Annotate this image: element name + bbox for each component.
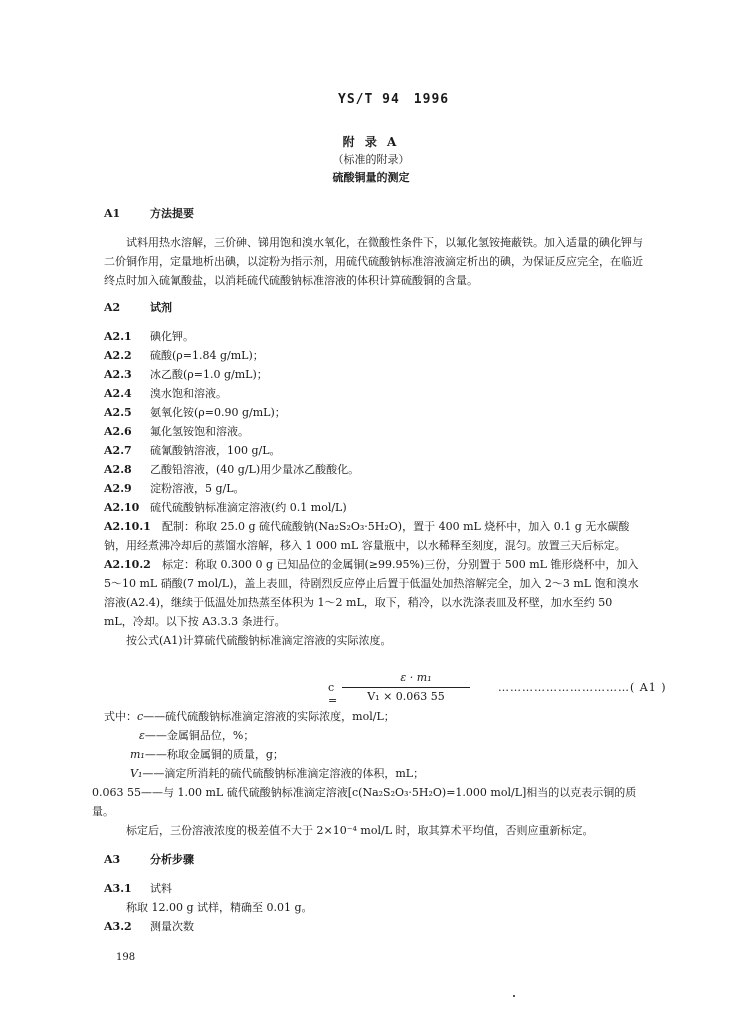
reagent-item xyxy=(104,479,245,498)
reagent-item xyxy=(104,346,264,365)
item-number: A2.7 xyxy=(104,444,132,457)
item-text: 硫酸(ρ=1.84 g/mL)； xyxy=(150,349,264,362)
section-number: A1 xyxy=(104,207,121,220)
item-text: 乙酸铅溶液，(40 g/L)用少量冰乙酸酸化。 xyxy=(150,463,360,476)
where-label: 式中： xyxy=(104,710,137,723)
item-text: 配制：称取 25.0 g 硫代硫酸钠(Na₂S₂O₃·5H₂O)，置于 400 mL 烧杯中，加入 0.1 g 无水碳酸钠，用经煮沸冷却后的蒸馏水溶解，移入 1 000 mL 容量瓶中，以水稀释至刻度，混匀。放置三天后标定。 xyxy=(104,520,630,552)
fraction-bar xyxy=(342,687,470,688)
item-heading: 测量次数 xyxy=(150,920,194,933)
item-text: 硫氰酸钠溶液，100 g/L。 xyxy=(150,444,281,457)
item-number: A2.5 xyxy=(104,406,132,419)
item-number: A2.8 xyxy=(104,463,132,476)
where-desc: ——金属铜品位，%； xyxy=(144,729,255,742)
reagent-item xyxy=(104,460,359,479)
subsection-a3-2 xyxy=(104,917,194,936)
item-number: A2.1 xyxy=(104,330,132,343)
formula-dots: …………………………… xyxy=(498,681,630,694)
formula-intro: 按公式(A1)计算硫代硫酸钠标准滴定溶液的实际浓度。 xyxy=(126,634,392,647)
formula-number: ( A1 ) xyxy=(630,681,667,694)
item-number: A2.10.2 xyxy=(104,558,151,571)
section-a3-heading xyxy=(104,851,194,867)
reagent-item xyxy=(104,422,249,441)
appendix-label: 附 录 A xyxy=(342,135,400,149)
appendix-title: 硫酸铜量的测定 xyxy=(332,171,410,184)
where-symbol: ε xyxy=(139,729,145,742)
section-a1-text: 试料用热水溶解，三价砷、锑用饱和溴水氧化，在微酸性条件下，以氟化氢铵掩蔽铁。加入适量的碘化钾与二价铜作用，定量地析出碘，以淀粉为指示剂，用硫代硫酸钠标准溶液滴定析出的碘，为保证反应完全，在临近终点时加入硫氰酸盐，以消耗硫代硫酸钠标准溶液的体积计算硫酸铜的含量。 xyxy=(104,236,643,287)
formula-lhs: c = xyxy=(328,681,338,707)
item-text: 冰乙酸(ρ=1.0 g/mL)； xyxy=(150,368,268,381)
where-desc: ——称取金属铜的质量，g； xyxy=(144,748,284,761)
item-number: A2.3 xyxy=(104,368,132,381)
item-heading: 试料 xyxy=(150,882,172,895)
reagent-item xyxy=(104,384,227,403)
reagent-item xyxy=(104,498,347,517)
item-text: 氟化氢铵饱和溶液。 xyxy=(150,425,249,438)
where-row xyxy=(130,745,284,764)
page-number: 198 xyxy=(116,952,136,963)
item-text: 碘化钾。 xyxy=(150,330,194,343)
appendix-normative: （标准的附录） xyxy=(332,153,410,166)
where-row xyxy=(92,783,644,821)
reagent-item xyxy=(104,441,281,460)
formula-denominator: V₁ × 0.063 55 xyxy=(367,690,445,703)
reagent-item xyxy=(104,403,286,422)
item-number: A2.10.1 xyxy=(104,520,151,533)
subsection-a3-1 xyxy=(104,879,172,898)
where-desc: ——硫代硫酸钠标准滴定溶液的实际浓度，mol/L； xyxy=(143,710,395,723)
item-number: A2.10 xyxy=(104,501,140,514)
section-title: 试剂 xyxy=(150,301,172,314)
item-text: 溴水饱和溶液。 xyxy=(150,387,227,400)
reagent-a2-10-1 xyxy=(104,517,644,555)
standard-code: YS/T 94 1996 xyxy=(338,92,450,107)
item-number: A3.1 xyxy=(104,882,132,895)
item-text: 标定：称取 0.300 0 g 已知品位的金属铜(≥99.95%)三份，分别置于 500 mL 锥形烧杯中，加入 5～10 mL 硝酸(7 mol/L)，盖上表皿，待剧烈反应停止后置于低温处加热溶解完全，加入 2～3 mL 饱和溴水溶液(A2.4)，继续于低温处加热蒸至体积为 1～2 mL，取下，稍冷，以水洗涤表皿及杯壁，加水至约 50 mL，冷却。以下按 A3.3.3 条进行。 xyxy=(104,558,639,628)
section-a2-heading xyxy=(104,299,172,315)
reagent-item xyxy=(104,365,268,384)
where-symbol: c xyxy=(137,710,144,723)
formula-numerator: ε · m₁ xyxy=(400,671,432,684)
section-a1-heading xyxy=(104,205,194,221)
where-symbol: 0.063 55 xyxy=(92,786,141,799)
where-desc: ——滴定所消耗的硫代硫酸钠标准滴定溶液的体积，mL； xyxy=(142,767,425,780)
where-desc: ——与 1.00 mL 硫代硫酸钠标准滴定溶液[c(Na₂S₂O₃·5H₂O)=1.000 mol/L]相当的以克表示铜的质量。 xyxy=(92,786,637,818)
standardization-note: 标定后，三份溶液浓度的极差值不大于 2×10⁻⁴ mol/L 时，取其算术平均值，否则应重新标定。 xyxy=(126,824,594,837)
reagent-a2-10-2 xyxy=(104,555,644,631)
item-number: A3.2 xyxy=(104,920,132,933)
where-row xyxy=(139,726,254,745)
section-number: A2 xyxy=(104,301,121,314)
scan-speck xyxy=(513,995,515,997)
item-text: 淀粉溶液，5 g/L。 xyxy=(150,482,245,495)
where-row xyxy=(130,764,424,783)
item-number: A2.6 xyxy=(104,425,132,438)
section-number: A3 xyxy=(104,853,121,866)
reagent-item xyxy=(104,327,194,346)
section-title: 方法提要 xyxy=(150,207,194,220)
item-text: 氨氧化铵(ρ=0.90 g/mL)； xyxy=(150,406,286,419)
section-title: 分析步骤 xyxy=(150,853,194,866)
where-symbol: m₁ xyxy=(130,748,145,761)
item-number: A2.9 xyxy=(104,482,132,495)
item-number: A2.2 xyxy=(104,349,132,362)
where-symbol: V₁ xyxy=(130,767,143,780)
formula-tag xyxy=(498,681,667,694)
item-text: 硫代硫酸钠标准滴定溶液(约 0.1 mol/L) xyxy=(150,501,347,514)
item-number: A2.4 xyxy=(104,387,132,400)
subsection-a3-1-text: 称取 12.00 g 试样，精确至 0.01 g。 xyxy=(126,901,313,914)
where-row xyxy=(104,707,395,726)
